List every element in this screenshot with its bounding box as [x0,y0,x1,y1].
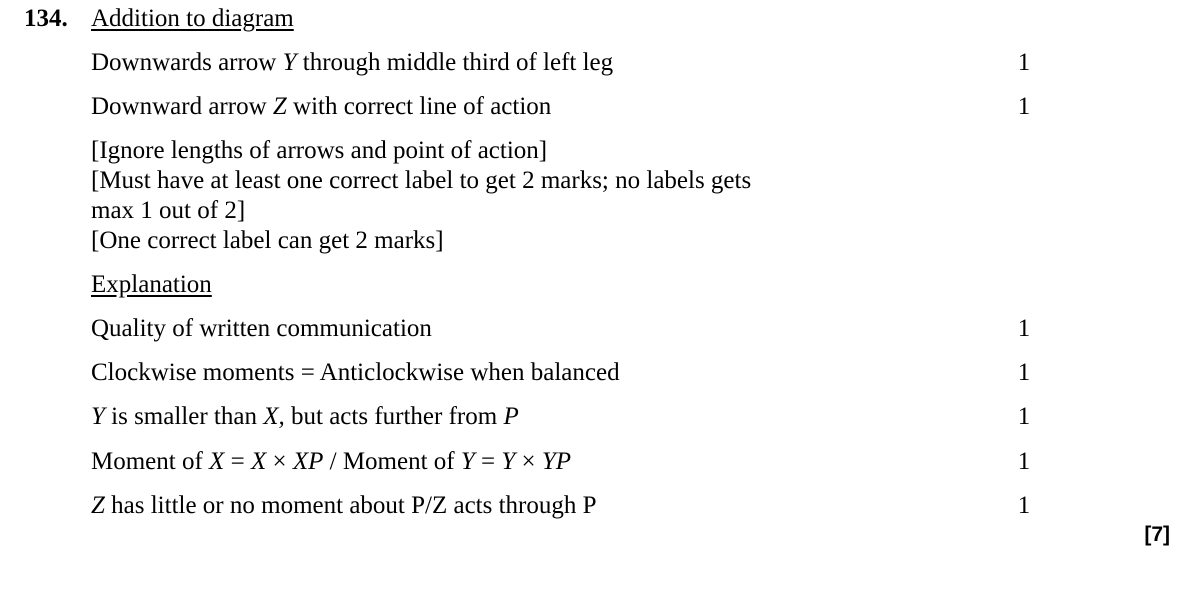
text-run: but acts further from [284,403,504,430]
italic-symbol: P [503,403,519,430]
italic-symbol: Y [91,403,105,430]
text-run: with correct line of action [286,93,552,120]
total-marks: [7] [1144,523,1170,546]
note-line: [Must have at least one correct label to get 2 marks; no labels gets [91,167,752,194]
italic-symbol: Z [91,492,105,519]
mark-explanation-4: 1 [1017,448,1031,475]
explanation-line-2 [91,358,620,388]
marking-notes [91,136,751,256]
text-run: / Moment of [323,448,461,475]
mark-line-1: 1 [1017,49,1031,76]
text-run: Downward arrow [91,93,273,120]
text-run: Quality of written communication [91,315,432,342]
italic-symbol: Y [282,49,297,76]
italic-symbol: X, [263,403,285,430]
text-run: Moment of [91,448,210,475]
explanation-line-1 [91,314,432,344]
italic-symbol: Z [272,93,287,120]
italic-symbol: X [250,448,267,475]
explanation-line-4 [91,447,571,477]
note-line: [One correct label can get 2 marks] [91,227,444,254]
text-run: has little or no moment about P/Z acts through P [104,492,597,519]
text-run: × [515,448,542,475]
italic-symbol: YP [541,448,572,475]
text-run: × [266,448,293,475]
mark-explanation-2: 1 [1017,359,1031,386]
explanation-heading: Explanation [91,271,212,298]
explanation-line-5 [91,491,597,521]
answer-line-1 [91,48,613,78]
italic-symbol: XP [292,448,324,475]
question-number: 134. [24,5,68,32]
italic-symbol: X [209,448,225,475]
answer-line-2 [91,92,551,122]
mark-explanation-5: 1 [1017,492,1031,519]
text-run: Downwards arrow [91,49,283,76]
text-run: Clockwise moments = Anticlockwise when balanced [91,359,620,386]
mark-line-2: 1 [1017,93,1031,120]
mark-explanation-1: 1 [1017,315,1031,342]
text-run: through middle third of left leg [296,49,614,76]
note-line: max 1 out of 2] [91,197,246,224]
italic-symbol: Y [460,448,475,475]
explanation-line-3 [91,402,519,432]
italic-symbol: Y [501,448,516,475]
text-run: is smaller than [104,403,264,430]
text-run: = [224,448,251,475]
mark-explanation-3: 1 [1017,403,1031,430]
part-heading: Addition to diagram [91,5,294,32]
text-run: = [474,448,502,475]
note-line: [Ignore lengths of arrows and point of action] [91,137,548,164]
